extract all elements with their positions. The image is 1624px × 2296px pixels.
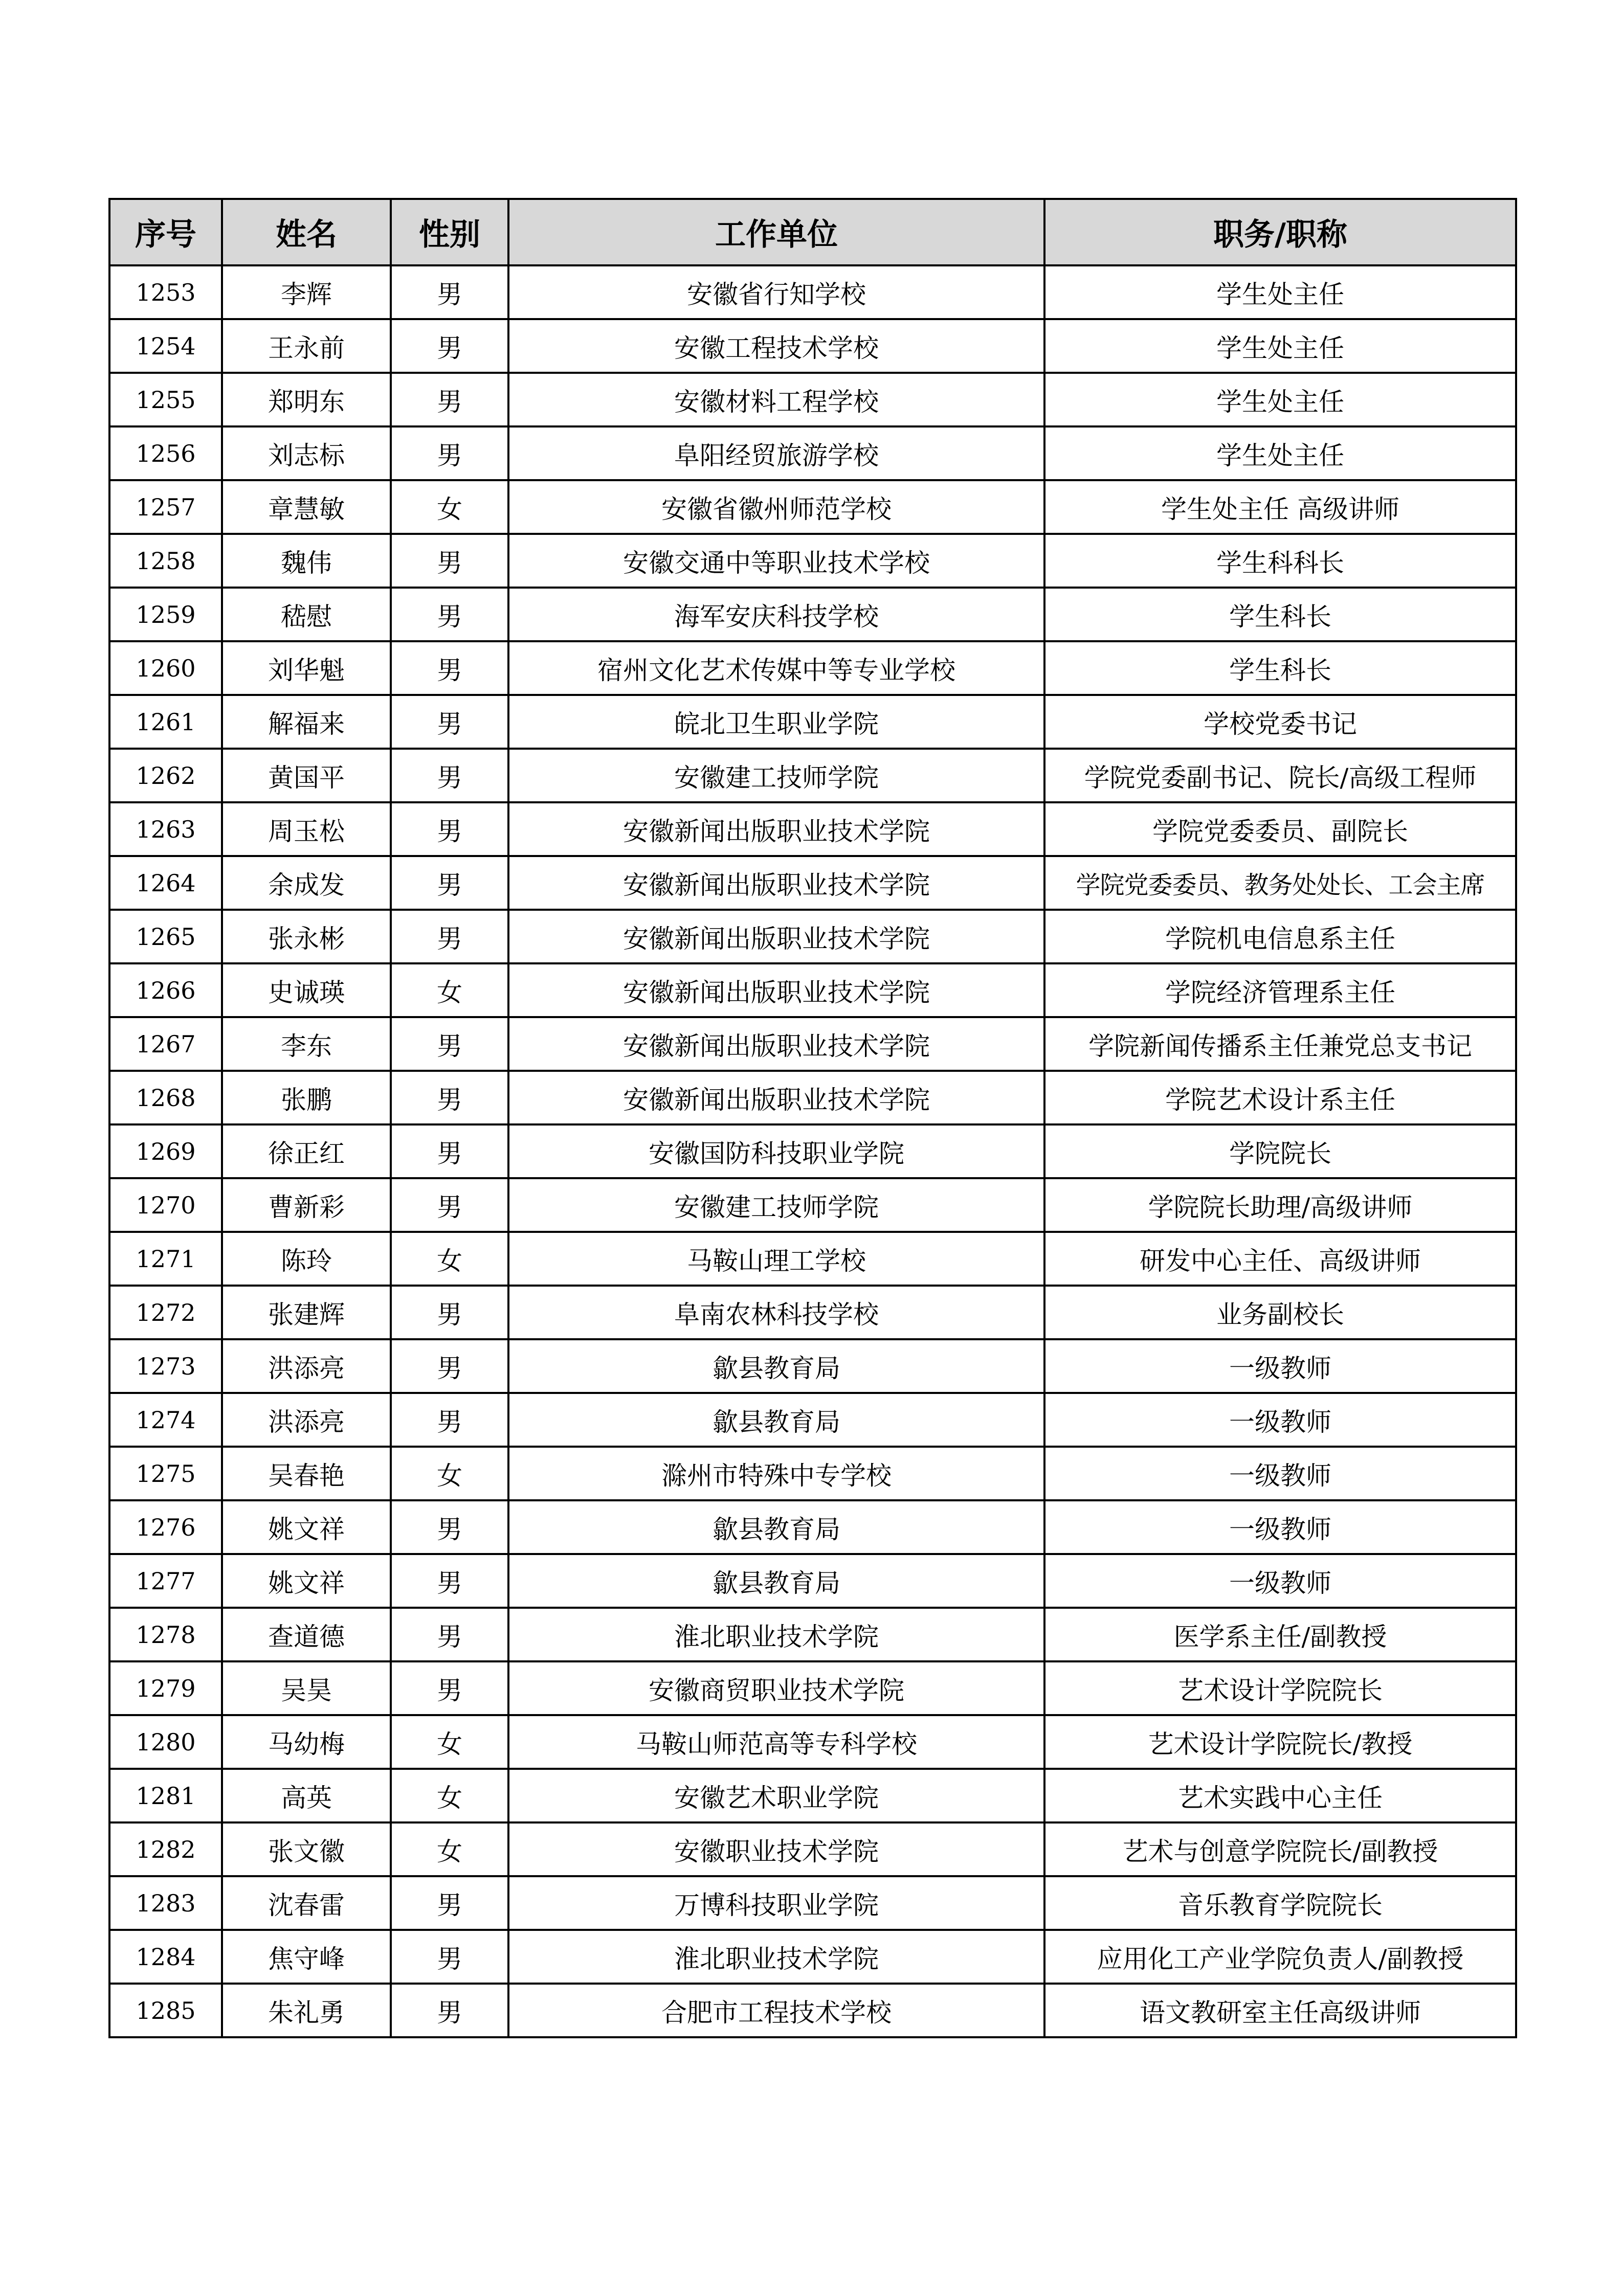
cell-gender: 女 xyxy=(391,1447,508,1500)
table-row xyxy=(109,856,1516,910)
cell-name: 曹新彩 xyxy=(222,1178,391,1232)
table-row xyxy=(109,695,1516,749)
table-row xyxy=(109,963,1516,1017)
table-row xyxy=(109,1447,1516,1500)
cell-serial-number: 1256 xyxy=(109,426,222,480)
cell-name: 焦守峰 xyxy=(222,1930,391,1984)
cell-work-unit: 安徽新闻出版职业技术学院 xyxy=(508,1071,1044,1124)
cell-work-unit: 安徽工程技术学校 xyxy=(508,319,1044,373)
cell-work-unit: 歙县教育局 xyxy=(508,1554,1044,1608)
cell-gender: 男 xyxy=(391,641,508,695)
cell-work-unit: 安徽新闻出版职业技术学院 xyxy=(508,802,1044,856)
cell-name: 徐正红 xyxy=(222,1124,391,1178)
cell-position-title: 学院经济管理系主任 xyxy=(1044,963,1516,1017)
cell-position-title: 医学系主任/副教授 xyxy=(1044,1608,1516,1661)
roster-table xyxy=(108,198,1517,2038)
cell-gender: 男 xyxy=(391,1286,508,1339)
cell-gender: 男 xyxy=(391,910,508,963)
table-row xyxy=(109,426,1516,480)
cell-name: 吴昊 xyxy=(222,1661,391,1715)
cell-serial-number: 1278 xyxy=(109,1608,222,1661)
cell-gender: 男 xyxy=(391,1071,508,1124)
cell-gender: 男 xyxy=(391,265,508,319)
cell-work-unit: 马鞍山师范高等专科学校 xyxy=(508,1715,1044,1769)
cell-gender: 男 xyxy=(391,802,508,856)
cell-work-unit: 安徽国防科技职业学院 xyxy=(508,1124,1044,1178)
cell-serial-number: 1267 xyxy=(109,1017,222,1071)
header-gender: 性别 xyxy=(391,199,508,265)
cell-gender: 男 xyxy=(391,373,508,426)
cell-name: 郑明东 xyxy=(222,373,391,426)
cell-position-title: 学院新闻传播系主任兼党总支书记 xyxy=(1044,1017,1516,1071)
cell-work-unit: 安徽新闻出版职业技术学院 xyxy=(508,963,1044,1017)
cell-serial-number: 1266 xyxy=(109,963,222,1017)
cell-serial-number: 1282 xyxy=(109,1822,222,1876)
cell-work-unit: 安徽材料工程学校 xyxy=(508,373,1044,426)
header-position-title: 职务/职称 xyxy=(1044,199,1516,265)
cell-work-unit: 安徽建工技师学院 xyxy=(508,1178,1044,1232)
table-body xyxy=(109,265,1516,2037)
cell-position-title: 学院院长 xyxy=(1044,1124,1516,1178)
cell-gender: 男 xyxy=(391,1608,508,1661)
cell-gender: 男 xyxy=(391,1554,508,1608)
cell-work-unit: 阜南农林科技学校 xyxy=(508,1286,1044,1339)
cell-serial-number: 1284 xyxy=(109,1930,222,1984)
table-row xyxy=(109,319,1516,373)
cell-name: 余成发 xyxy=(222,856,391,910)
cell-gender: 女 xyxy=(391,1769,508,1822)
cell-work-unit: 安徽新闻出版职业技术学院 xyxy=(508,856,1044,910)
cell-name: 马幼梅 xyxy=(222,1715,391,1769)
cell-position-title: 一级教师 xyxy=(1044,1339,1516,1393)
cell-position-title: 一级教师 xyxy=(1044,1500,1516,1554)
cell-serial-number: 1259 xyxy=(109,588,222,641)
cell-gender: 男 xyxy=(391,1339,508,1393)
cell-name: 嵇慰 xyxy=(222,588,391,641)
cell-serial-number: 1279 xyxy=(109,1661,222,1715)
cell-serial-number: 1271 xyxy=(109,1232,222,1286)
table-row xyxy=(109,1178,1516,1232)
cell-serial-number: 1272 xyxy=(109,1286,222,1339)
cell-position-title: 研发中心主任、高级讲师 xyxy=(1044,1232,1516,1286)
cell-work-unit: 滁州市特殊中专学校 xyxy=(508,1447,1044,1500)
cell-position-title: 学生处主任 xyxy=(1044,265,1516,319)
cell-gender: 男 xyxy=(391,534,508,588)
cell-serial-number: 1268 xyxy=(109,1071,222,1124)
cell-gender: 男 xyxy=(391,1393,508,1447)
table-row xyxy=(109,1554,1516,1608)
cell-name: 查道德 xyxy=(222,1608,391,1661)
cell-position-title: 艺术设计学院院长/教授 xyxy=(1044,1715,1516,1769)
cell-work-unit: 安徽艺术职业学院 xyxy=(508,1769,1044,1822)
cell-work-unit: 安徽新闻出版职业技术学院 xyxy=(508,910,1044,963)
cell-position-title: 学生处主任 xyxy=(1044,319,1516,373)
table-row xyxy=(109,534,1516,588)
cell-serial-number: 1281 xyxy=(109,1769,222,1822)
cell-serial-number: 1283 xyxy=(109,1876,222,1930)
cell-work-unit: 安徽职业技术学院 xyxy=(508,1822,1044,1876)
cell-name: 刘华魁 xyxy=(222,641,391,695)
cell-serial-number: 1270 xyxy=(109,1178,222,1232)
cell-serial-number: 1260 xyxy=(109,641,222,695)
cell-name: 朱礼勇 xyxy=(222,1984,391,2037)
cell-work-unit: 皖北卫生职业学院 xyxy=(508,695,1044,749)
cell-work-unit: 安徽新闻出版职业技术学院 xyxy=(508,1017,1044,1071)
cell-serial-number: 1280 xyxy=(109,1715,222,1769)
table-row xyxy=(109,1017,1516,1071)
cell-serial-number: 1261 xyxy=(109,695,222,749)
cell-name: 周玉松 xyxy=(222,802,391,856)
cell-work-unit: 海军安庆科技学校 xyxy=(508,588,1044,641)
cell-serial-number: 1262 xyxy=(109,749,222,802)
cell-serial-number: 1253 xyxy=(109,265,222,319)
cell-name: 史诚瑛 xyxy=(222,963,391,1017)
table-row xyxy=(109,1608,1516,1661)
cell-serial-number: 1273 xyxy=(109,1339,222,1393)
table-row xyxy=(109,1393,1516,1447)
cell-work-unit: 歙县教育局 xyxy=(508,1393,1044,1447)
cell-gender: 男 xyxy=(391,1984,508,2037)
table-row xyxy=(109,1286,1516,1339)
cell-gender: 男 xyxy=(391,1930,508,1984)
cell-serial-number: 1258 xyxy=(109,534,222,588)
table-row xyxy=(109,1071,1516,1124)
cell-work-unit: 歙县教育局 xyxy=(508,1339,1044,1393)
cell-name: 魏伟 xyxy=(222,534,391,588)
cell-name: 李东 xyxy=(222,1017,391,1071)
cell-gender: 男 xyxy=(391,426,508,480)
table-row xyxy=(109,1232,1516,1286)
table-row xyxy=(109,480,1516,534)
header-work-unit: 工作单位 xyxy=(508,199,1044,265)
cell-position-title: 艺术实践中心主任 xyxy=(1044,1769,1516,1822)
cell-work-unit: 安徽建工技师学院 xyxy=(508,749,1044,802)
cell-name: 姚文祥 xyxy=(222,1500,391,1554)
cell-gender: 女 xyxy=(391,963,508,1017)
cell-work-unit: 宿州文化艺术传媒中等专业学校 xyxy=(508,641,1044,695)
cell-gender: 男 xyxy=(391,856,508,910)
cell-serial-number: 1255 xyxy=(109,373,222,426)
cell-position-title: 学院党委委员、教务处处长、工会主席 xyxy=(1044,856,1516,910)
cell-name: 张建辉 xyxy=(222,1286,391,1339)
cell-gender: 女 xyxy=(391,1715,508,1769)
cell-work-unit: 歙县教育局 xyxy=(508,1500,1044,1554)
cell-work-unit: 淮北职业技术学院 xyxy=(508,1608,1044,1661)
cell-gender: 男 xyxy=(391,1661,508,1715)
table-row xyxy=(109,265,1516,319)
cell-name: 沈春雷 xyxy=(222,1876,391,1930)
cell-serial-number: 1285 xyxy=(109,1984,222,2037)
cell-position-title: 业务副校长 xyxy=(1044,1286,1516,1339)
cell-serial-number: 1277 xyxy=(109,1554,222,1608)
cell-gender: 男 xyxy=(391,1876,508,1930)
cell-name: 张永彬 xyxy=(222,910,391,963)
cell-serial-number: 1257 xyxy=(109,480,222,534)
cell-work-unit: 安徽交通中等职业技术学校 xyxy=(508,534,1044,588)
cell-name: 王永前 xyxy=(222,319,391,373)
cell-gender: 女 xyxy=(391,1822,508,1876)
cell-work-unit: 阜阳经贸旅游学校 xyxy=(508,426,1044,480)
table-row xyxy=(109,1124,1516,1178)
cell-position-title: 艺术设计学院院长 xyxy=(1044,1661,1516,1715)
cell-name: 吴春艳 xyxy=(222,1447,391,1500)
cell-position-title: 音乐教育学院院长 xyxy=(1044,1876,1516,1930)
cell-position-title: 一级教师 xyxy=(1044,1554,1516,1608)
cell-position-title: 学院党委委员、副院长 xyxy=(1044,802,1516,856)
cell-position-title: 学院机电信息系主任 xyxy=(1044,910,1516,963)
cell-serial-number: 1276 xyxy=(109,1500,222,1554)
cell-position-title: 学生科科长 xyxy=(1044,534,1516,588)
cell-gender: 男 xyxy=(391,695,508,749)
cell-name: 姚文祥 xyxy=(222,1554,391,1608)
cell-position-title: 学生科长 xyxy=(1044,641,1516,695)
cell-name: 张鹏 xyxy=(222,1071,391,1124)
cell-serial-number: 1274 xyxy=(109,1393,222,1447)
cell-serial-number: 1265 xyxy=(109,910,222,963)
table-row xyxy=(109,1715,1516,1769)
table-row xyxy=(109,373,1516,426)
cell-serial-number: 1264 xyxy=(109,856,222,910)
cell-name: 洪添亮 xyxy=(222,1339,391,1393)
cell-position-title: 艺术与创意学院院长/副教授 xyxy=(1044,1822,1516,1876)
cell-position-title: 学校党委书记 xyxy=(1044,695,1516,749)
cell-serial-number: 1269 xyxy=(109,1124,222,1178)
cell-gender: 男 xyxy=(391,319,508,373)
cell-serial-number: 1254 xyxy=(109,319,222,373)
cell-gender: 女 xyxy=(391,1232,508,1286)
cell-position-title: 应用化工产业学院负责人/副教授 xyxy=(1044,1930,1516,1984)
cell-gender: 男 xyxy=(391,1500,508,1554)
cell-position-title: 一级教师 xyxy=(1044,1447,1516,1500)
cell-gender: 男 xyxy=(391,588,508,641)
table-row xyxy=(109,1769,1516,1822)
cell-position-title: 学生处主任 xyxy=(1044,426,1516,480)
cell-serial-number: 1263 xyxy=(109,802,222,856)
table-row xyxy=(109,1500,1516,1554)
cell-work-unit: 万博科技职业学院 xyxy=(508,1876,1044,1930)
cell-serial-number: 1275 xyxy=(109,1447,222,1500)
cell-position-title: 学院院长助理/高级讲师 xyxy=(1044,1178,1516,1232)
table-row xyxy=(109,1339,1516,1393)
table-row xyxy=(109,1876,1516,1930)
cell-name: 刘志标 xyxy=(222,426,391,480)
cell-gender: 男 xyxy=(391,1178,508,1232)
cell-gender: 女 xyxy=(391,480,508,534)
cell-position-title: 学生处主任 xyxy=(1044,373,1516,426)
cell-work-unit: 马鞍山理工学校 xyxy=(508,1232,1044,1286)
table-row xyxy=(109,749,1516,802)
cell-position-title: 一级教师 xyxy=(1044,1393,1516,1447)
cell-name: 陈玲 xyxy=(222,1232,391,1286)
cell-name: 洪添亮 xyxy=(222,1393,391,1447)
header-name: 姓名 xyxy=(222,199,391,265)
table-row xyxy=(109,1984,1516,2037)
table-row xyxy=(109,802,1516,856)
cell-gender: 男 xyxy=(391,1124,508,1178)
cell-name: 章慧敏 xyxy=(222,480,391,534)
table-row xyxy=(109,641,1516,695)
table-row xyxy=(109,1661,1516,1715)
cell-work-unit: 淮北职业技术学院 xyxy=(508,1930,1044,1984)
header-serial-number: 序号 xyxy=(109,199,222,265)
table-row xyxy=(109,1930,1516,1984)
cell-name: 黄国平 xyxy=(222,749,391,802)
cell-position-title: 语文教研室主任高级讲师 xyxy=(1044,1984,1516,2037)
table-row xyxy=(109,1822,1516,1876)
cell-position-title: 学院艺术设计系主任 xyxy=(1044,1071,1516,1124)
cell-position-title: 学生处主任 高级讲师 xyxy=(1044,480,1516,534)
cell-work-unit: 安徽省行知学校 xyxy=(508,265,1044,319)
cell-name: 解福来 xyxy=(222,695,391,749)
cell-work-unit: 安徽商贸职业技术学院 xyxy=(508,1661,1044,1715)
cell-work-unit: 安徽省徽州师范学校 xyxy=(508,480,1044,534)
table-header-row xyxy=(109,199,1516,265)
cell-name: 李辉 xyxy=(222,265,391,319)
cell-gender: 男 xyxy=(391,749,508,802)
cell-name: 高英 xyxy=(222,1769,391,1822)
cell-position-title: 学生科长 xyxy=(1044,588,1516,641)
cell-work-unit: 合肥市工程技术学校 xyxy=(508,1984,1044,2037)
cell-gender: 男 xyxy=(391,1017,508,1071)
cell-name: 张文徽 xyxy=(222,1822,391,1876)
table-row xyxy=(109,910,1516,963)
table-row xyxy=(109,588,1516,641)
cell-position-title: 学院党委副书记、院长/高级工程师 xyxy=(1044,749,1516,802)
